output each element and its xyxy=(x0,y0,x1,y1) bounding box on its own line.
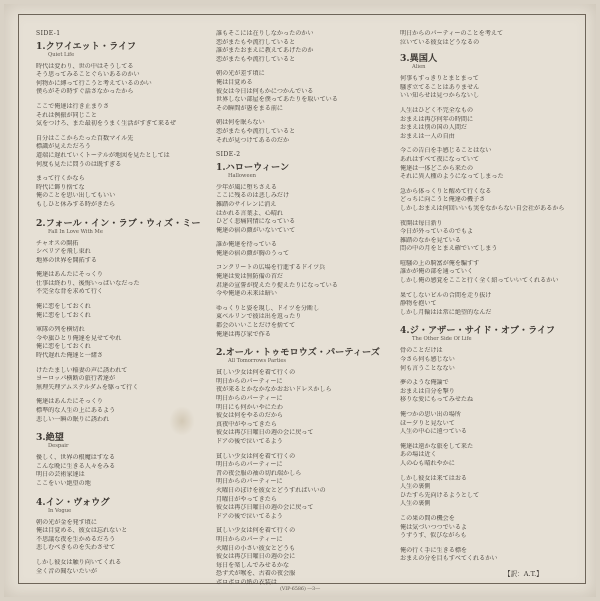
song-subtitle: Fall In Love With Me xyxy=(48,228,103,235)
lyric-line: 彼女は再び日曜日の週の会に戻って xyxy=(216,429,314,437)
lyric-line: 時代遅れた俺達と一緒さ xyxy=(36,352,104,360)
lyric-line: そう思ってみることぐらいあるのかい xyxy=(36,71,140,79)
lyric-sheet xyxy=(4,4,596,597)
lyric-line: 標準的な人生の上にあるよう xyxy=(36,407,116,414)
lyric-stanza xyxy=(216,241,394,258)
lyric-stanza xyxy=(400,515,578,541)
lyric-stanza xyxy=(216,119,394,145)
continued-lyrics xyxy=(400,30,578,47)
lyric-line: 都会のいいことだけを捨てて xyxy=(216,322,296,330)
lyric-line: 月曜日がやってきたら xyxy=(216,495,277,503)
lyric-stanza xyxy=(400,475,578,509)
lyric-line: それに異人種のようになってしまった xyxy=(400,173,504,181)
lyric-line: 地界の世界を開拓する xyxy=(36,256,97,264)
lyric-stanza xyxy=(36,271,214,297)
lyric-line: 仕事は終わり、後悔いっぱいなだった xyxy=(36,279,140,287)
lyric-line: 少年が風に堕ちさえる xyxy=(216,183,277,191)
song-block xyxy=(400,325,578,563)
lyric-stanza xyxy=(36,559,214,576)
lyric-line: 俺達は一体どこから来たの xyxy=(400,164,474,172)
lyric-line: 僕らがその時すぐ話さなかったから xyxy=(36,88,134,96)
lyric-stanza xyxy=(400,347,578,373)
lyric-line: コンクリートの広場を行進するドイツ兵 xyxy=(216,264,326,272)
lyric-line: ボロボロの紙の衣装は xyxy=(216,578,277,586)
translator-credit: 【訳：A.T.】 xyxy=(504,570,543,578)
lyric-line: チャオスの開拓 xyxy=(36,239,79,247)
lyric-line: 何も言うことなない xyxy=(400,364,455,372)
lyric-line: 人生の裏側 xyxy=(400,500,431,508)
lyric-stanza xyxy=(36,103,214,129)
lyric-line: 今さら何も感じない xyxy=(400,356,455,364)
lyric-line: 何度も見たに問うのは既すぎる xyxy=(36,160,122,168)
lyric-line: ここで俺達は行き止まりさ xyxy=(36,102,110,110)
lyric-line: 俺の行く手に生きる標を xyxy=(400,546,468,554)
song-title: 4.イン・ヴォウグ xyxy=(36,496,110,508)
song-title: 2.オール・トゥモロウズ・パーティーズ xyxy=(216,347,380,359)
song-block xyxy=(36,41,214,210)
song-subtitle: In Vogue xyxy=(48,507,72,514)
song-subtitle: Quiet Life xyxy=(48,51,75,58)
lyric-stanza xyxy=(36,135,214,169)
lyric-line: 彼女は再び日曜日の週の会に戻って xyxy=(216,504,314,512)
song-subtitle: Alien xyxy=(412,64,426,71)
lyric-stanza xyxy=(216,30,394,64)
lyric-line: 俺のことを思い出してもいい xyxy=(36,192,116,200)
lyric-line: 今この告白を手感じることはない xyxy=(400,147,492,155)
lyric-line: 問の中の月をとまえ確でいてしまう xyxy=(400,245,498,253)
lyric-line: ひどく悲痛同情になっている xyxy=(216,218,296,226)
lyric-line: 人生はひどく不完全なもの xyxy=(400,106,474,114)
song-subtitle: Halloween xyxy=(228,172,256,179)
lyric-line: 夢のような俺論で xyxy=(400,379,449,387)
lyric-line: 俺は目覚める、彼女は忘れないと xyxy=(36,527,128,535)
lyric-line: 今や旗ひとり俺達を見せてやれ xyxy=(36,334,122,342)
lyric-line: 俺は気づいつつでいるよ xyxy=(400,523,468,531)
lyric-line: 不思議な夜を生かめるだろう xyxy=(36,535,116,543)
lyric-line: 俺達はあんたにそっくり xyxy=(36,271,104,279)
lyric-line: 朝の光が差す頃に xyxy=(216,70,265,78)
lyric-line: しかし彼女は来てはおる xyxy=(400,474,468,482)
lyric-line: ドアの後で泣いてるよう xyxy=(216,437,283,445)
song-block xyxy=(216,162,394,340)
lyric-stanza xyxy=(400,443,578,469)
lyric-stanza xyxy=(400,30,578,47)
lyric-line: おまえは自分を撃り xyxy=(400,387,455,395)
lyric-line: おまえは別の国の人間だ xyxy=(400,124,468,132)
lyric-line: 明日からのパーティーのことを考えて xyxy=(400,30,504,37)
lyric-line: 火曜日のぼけを彼女とどうすればいいの xyxy=(216,486,326,494)
lyric-line: まって行くかなら xyxy=(36,175,85,183)
lyric-line: 道端に遅れていくトーテルが地図を見たとしては xyxy=(36,151,170,159)
lyric-line: 気をつけろ、また最初をうまく生活がすぎて来るぜ xyxy=(36,120,176,128)
lyric-line: 騒ぎ立てることはありません xyxy=(400,83,480,91)
lyric-line: 俺達の宿の顔が胸のうって xyxy=(216,249,290,257)
lyric-line: その瞬間が愚をまる前に xyxy=(216,104,284,112)
song-title: 4.ジ・アザー・サイド・オブ・ライフ xyxy=(400,325,556,337)
lyric-line: もしひと休みする時がきたら xyxy=(36,200,116,208)
lyric-line: 俺達は再び家で作る xyxy=(216,330,271,338)
lyric-line: それが見つけてあるのだか xyxy=(216,136,290,144)
lyric-stanza xyxy=(216,264,394,298)
songs-container xyxy=(216,162,394,588)
lyric-line: 誰がまたおまえに教えてあげたのか xyxy=(216,47,314,55)
lyric-line: 喧騒の上の騎富が俺を騙すす xyxy=(400,259,480,267)
lyric-line: 人の心も晴れやかに xyxy=(400,459,455,467)
lyric-line: 俺つかの思い出の場所 xyxy=(400,411,461,418)
lyric-line: ひたすら先向けるようとして xyxy=(400,491,480,499)
lyric-stanza xyxy=(216,184,394,236)
lyric-line: シベリアを飛し束れ xyxy=(36,248,91,256)
lyric-line: どっちに向こうと俺達の機子さ xyxy=(400,196,486,204)
lyric-line: 夜開は毎日新り xyxy=(400,219,443,227)
lyric-line: 時代に飾り捨てな xyxy=(36,183,85,191)
lyric-stanza xyxy=(400,147,578,181)
lyric-line: 静物を抱いて xyxy=(400,300,437,308)
lyric-line: 明日の芸術家達は xyxy=(36,471,85,479)
lyric-line: 朝は何を眠らない xyxy=(216,119,265,127)
song-subtitle: All Tomorrows Parties xyxy=(228,358,287,365)
song-block xyxy=(36,218,214,425)
lyric-line: 彼女は再び日曜日の週の会に xyxy=(216,553,296,561)
lyric-line: 彼女は何をやるのだから xyxy=(216,412,284,420)
lyric-line: うずうす、似びながらも xyxy=(400,532,467,540)
lyric-line: 自分はここからたった百数マイル先 xyxy=(36,134,134,142)
lyric-line: 雑踏のサイレンに消え xyxy=(216,200,277,208)
lyric-stanza xyxy=(216,453,394,522)
song-block xyxy=(216,347,394,587)
lyric-line: 東ベルリンで彼は出を返ったり xyxy=(216,313,302,321)
lyric-line: 彼女は今日は何もかにつかんでいる xyxy=(216,87,314,95)
lyric-stanza xyxy=(216,527,394,587)
lyric-stanza xyxy=(400,547,578,564)
lyric-line: 貧しい少女は何を着て行くの xyxy=(216,369,296,377)
lyrics-column-1 xyxy=(36,30,214,584)
lyric-stanza xyxy=(400,411,578,437)
lyric-line: 明日からのパーティーに xyxy=(216,478,283,486)
side-label: SIDE-1 xyxy=(36,30,61,37)
lyric-line: 貧しい少女は何を着て行くの xyxy=(216,527,296,535)
lyric-line: けたたましい稲妻の声に誘われて xyxy=(36,366,128,374)
lyric-stanza xyxy=(216,305,394,339)
lyric-line: 明日からのパーティーに xyxy=(216,395,283,402)
lyric-line: 恐ず犬が喉を、古着の夜会服 xyxy=(216,570,296,578)
lyric-line: 何物かに縛って行こうと考えているのかい xyxy=(36,79,152,87)
lyric-line: この果の間の機会を xyxy=(400,514,455,522)
lyric-line: 誰もそこには在りしなかったのかい xyxy=(216,30,314,37)
lyric-stanza xyxy=(36,519,214,553)
songs-container xyxy=(400,53,578,564)
lyric-stanza xyxy=(36,398,214,424)
lyric-stanza xyxy=(400,220,578,254)
side-label: SIDE-2 xyxy=(216,151,241,159)
lyric-line: 火曜日の小さい彼女とどうも xyxy=(216,544,296,552)
songs-container xyxy=(36,41,214,577)
lyric-line: 俺に恋をしておくれ xyxy=(36,303,91,311)
lyric-line: 優しく、世界の根魔はすなる xyxy=(36,454,116,462)
continued-lyrics xyxy=(216,30,394,145)
lyric-line: ほー夕りと見ないて xyxy=(400,419,455,427)
lyric-line: はかれる言葉よ、心晴れ xyxy=(216,209,284,217)
lyric-line: 俺は目覚める xyxy=(216,78,253,86)
lyric-stanza xyxy=(36,63,214,97)
song-title: 2.フォール・イン・ラブ・ウィズ・ミー xyxy=(36,217,201,229)
lyric-line: 毎日を楽しんでみせるかな xyxy=(216,561,290,569)
lyric-stanza xyxy=(36,175,214,209)
lyric-line: 恋がまたもや流行していると xyxy=(216,127,296,135)
lyric-line: 急から体っくりと醒めて行くなる xyxy=(400,187,492,195)
lyric-stanza xyxy=(216,369,394,446)
lyric-line: 時代は変わり、世の中はそうしてる xyxy=(36,62,134,70)
lyric-stanza xyxy=(216,70,394,113)
lyric-line: 骨のことだけは xyxy=(400,347,443,355)
lyric-line: 軍隊の列を横切れ xyxy=(36,326,85,334)
song-subtitle: The Other Side Of Life xyxy=(412,336,472,343)
lyric-stanza xyxy=(36,367,214,393)
lyric-line: 明日にも何かいやにたわ xyxy=(216,403,284,411)
lyric-line: 泣いている彼女はどうなるの xyxy=(400,38,480,46)
lyrics-column-2 xyxy=(216,30,394,595)
lyric-line: あの場は近く xyxy=(400,451,437,459)
lyric-line: ここに残るのは悲しみだけ xyxy=(216,192,290,200)
lyric-line: 貧しい少女は何を着て行くの xyxy=(216,452,296,460)
lyric-line: 雑踏のなかを見ている xyxy=(400,236,461,244)
song-subtitle: Despair xyxy=(48,443,69,450)
lyric-line: 昔の夜会服の袖の切れ端かしら xyxy=(216,469,302,477)
lyric-stanza xyxy=(400,260,578,286)
lyric-line: おまえは再び何年の時間に xyxy=(400,115,474,123)
lyric-line: 恋がまたもや流行していると xyxy=(216,38,296,46)
lyric-line: ヨーロッパ横断の旅行者達が xyxy=(36,375,116,383)
lyric-line: 果てしないビルの合間を走り抜け xyxy=(400,291,492,299)
song-title: 3.異国人 xyxy=(400,53,438,65)
lyric-line: 明日からのパーティーに xyxy=(216,377,283,385)
lyric-line: 真夜中がやってきたら xyxy=(216,420,277,428)
lyric-line: いい知らせは見つからないし xyxy=(400,92,480,100)
lyric-line: 無理矢理アムステルダムを駆って行く xyxy=(36,383,139,391)
lyric-line: しかしおまえは何回いいも実をなからない自会社があるから xyxy=(400,204,565,212)
lyric-line: 移りな愛にもってみせたね xyxy=(400,396,474,404)
lyric-stanza xyxy=(400,188,578,214)
lyric-line: おまえは一人の自由 xyxy=(400,132,455,140)
lyrics-column-3 xyxy=(400,30,578,572)
lyric-line: それは例振が同じこと xyxy=(36,111,97,119)
lyric-line: ドアの後で泣いてるよう xyxy=(216,512,283,520)
song-block xyxy=(36,497,214,577)
lyric-line: おまえの分を目もすべてくれるかい xyxy=(400,555,498,563)
lyric-line: 誰か俺達を待っている xyxy=(216,241,277,249)
lyric-line: ゆっくりと姿を現し、ドイツを分断し xyxy=(216,304,320,312)
lyric-line: ここをいい絶望の地 xyxy=(36,479,91,487)
lyric-stanza xyxy=(400,379,578,405)
lyric-line: 不完全な背を求めて行く xyxy=(36,288,104,296)
lyric-line: 標識が見えただろう xyxy=(36,143,91,151)
lyric-stanza xyxy=(36,303,214,320)
lyric-line: 何事もすっきりとまとまって xyxy=(400,75,479,83)
lyric-line: 人生の裏側 xyxy=(400,483,431,491)
lyric-stanza xyxy=(400,75,578,101)
lyric-line: 俺達は遠かな旅をして来た xyxy=(400,442,474,450)
lyric-line: 俺達の宿の顔がいないていて xyxy=(216,226,296,234)
lyric-line: こんな晩に生きる人々をみる xyxy=(36,462,116,470)
lyric-line: 朝の光が金を発す頃に xyxy=(36,518,97,526)
lyric-line: 明日からのパーティーに xyxy=(216,535,283,543)
catalog-number: (VIP-6586) ―3― xyxy=(279,587,321,592)
lyric-line: しかし月輪はは常に絶望的なんだ xyxy=(400,308,492,316)
lyric-line: しかし俺の感覚をここと行く全く紹っていいてくれるかい xyxy=(400,277,559,285)
lyric-line: 全く音の聞ないたいが xyxy=(36,567,97,575)
lyric-stanza xyxy=(36,240,214,266)
lyric-line: あれはすべて夜になっていて xyxy=(400,155,480,163)
lyric-line: 世界しない部屋を僕ってあたりを取いている xyxy=(216,96,338,104)
lyric-line: 俺達は愛は無防備の首だ xyxy=(216,273,284,281)
lyric-line: 俺に恋をしておくれ xyxy=(36,343,91,351)
lyric-line: 悲しむべきものを失わさせて xyxy=(36,544,116,552)
lyric-stanza xyxy=(36,326,214,360)
lyric-line: 今日が外っているのでもよ xyxy=(400,228,474,236)
lyric-line: 悲しい一瞬の眠りに誘われ xyxy=(36,415,110,423)
lyric-line: 夜が来るとかなかなかおおいドレスかしら xyxy=(216,386,332,394)
song-title: 1.ハローウィーン xyxy=(216,161,290,173)
song-title: 1.クワイエット・ライフ xyxy=(36,40,137,52)
lyric-line: 明日からのパーティーに xyxy=(216,461,283,469)
lyric-stanza xyxy=(400,107,578,141)
lyric-line: 人生の中心に遠つている xyxy=(400,428,468,436)
song-block xyxy=(400,53,578,317)
lyric-line: 俺達はあんたにそっくり xyxy=(36,398,104,406)
song-block xyxy=(36,432,214,488)
song-title: 3.絶望 xyxy=(36,432,64,444)
lyric-line: 君達の宣誓が捉えたり捉えたりになっている xyxy=(216,281,338,289)
lyric-line: しかし彼女は触り向いてくれる xyxy=(36,558,122,566)
lyric-line: 恋がまたもや流行していると xyxy=(216,55,296,63)
lyric-line: 誰かが俺の部を通っていく xyxy=(400,268,474,276)
lyric-stanza xyxy=(36,454,214,488)
lyric-stanza xyxy=(400,292,578,318)
lyric-line: 俺に恋をしておくれ xyxy=(36,311,91,319)
lyric-line: 今や俺達の未来は暗い xyxy=(216,290,277,298)
